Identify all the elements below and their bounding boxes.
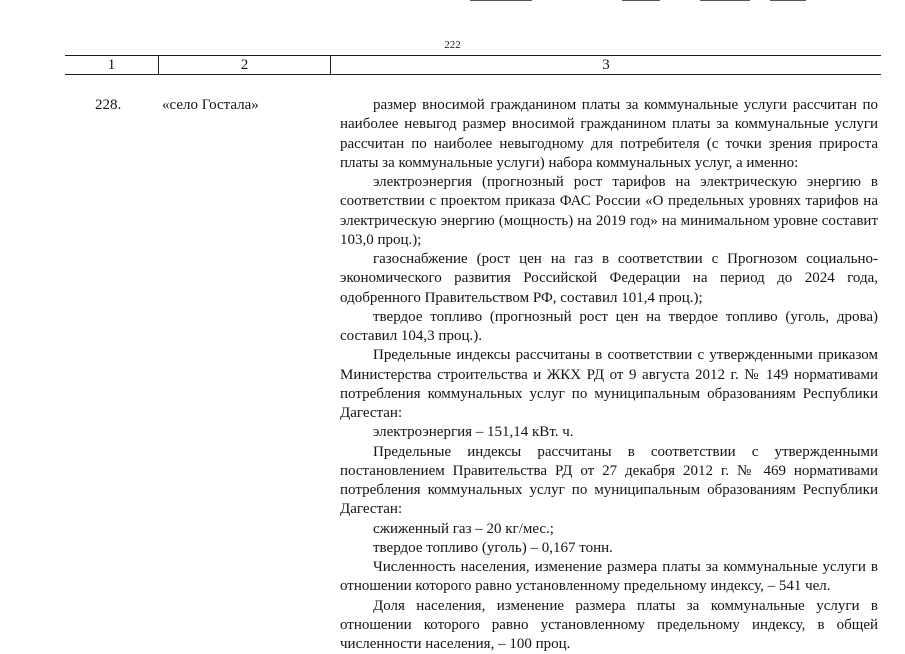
paragraph: твердое топливо (прогнозный рост цен на твердое топливо (уголь, дрова) составил 104,3 проц.). bbox=[340, 308, 878, 347]
top-scan-marks bbox=[470, 0, 810, 3]
paragraph: электроэнергия (прогнозный рост тарифов на электрическую энергию в соответствии с проектом приказа ФАС России «О предельных уровнях тарифов на электрическую энергию (мощность) на 2019 год» на минимальном уровне составит 103,0 проц.); bbox=[340, 173, 878, 250]
paragraph: Предельные индексы рассчитаны в соответствии с утвержденными постановлением Правительства РД от 27 декабря 2012 г. № 469 нормативами потребления коммунальных услуг по муниципальным образованиям Республики Дагестан: bbox=[340, 443, 878, 520]
paragraph: Доля населения, изменение размера платы за коммунальные услуги в отношении которого равно установленному предельному индексу, в общей численности населения, – 100 проц. bbox=[340, 597, 878, 654]
paragraph: сжиженный газ – 20 кг/мес.; bbox=[340, 520, 878, 539]
paragraph: Предельные индексы рассчитаны в соответствии с утвержденными приказом Министерства строительства и ЖКХ РД от 9 августа 2012 г. № 149 нормативами потребления коммунальных услуг по муниципальным образованиям Республики Дагестан: bbox=[340, 346, 878, 423]
row-number: 228. bbox=[95, 96, 121, 115]
paragraph: Численность населения, изменение размера платы за коммунальные услуги в отношении которого равно установленному предельному индексу, – 541 чел. bbox=[340, 558, 878, 597]
paragraph: электроэнергия – 151,14 кВт. ч. bbox=[340, 423, 878, 442]
paragraph: твердое топливо (уголь) – 0,167 тонн. bbox=[340, 539, 878, 558]
settlement-name: «село Гостала» bbox=[162, 96, 259, 115]
column-header-row bbox=[65, 55, 881, 75]
column-header-2: 2 bbox=[159, 56, 331, 74]
paragraph: газоснабжение (рост цен на газ в соответствии с Прогнозом социально-экономического развития Российской Федерации на период до 2024 года, одобренного Правительством РФ, составил 101,4 проц.); bbox=[340, 250, 878, 308]
paragraph: размер вносимой гражданином платы за коммунальные услуги рассчитан по наиболее невыгод размер вносимой гражданином платы за коммунальные услуги рассчитан по наиболее невыгодному для потребителя (с точки зрения прироста платы за коммунальные услуги) набора коммунальных услуг, а именно: bbox=[340, 96, 878, 173]
column-header-3: 3 bbox=[331, 56, 881, 74]
column-header-1: 1 bbox=[65, 56, 159, 74]
page-number: 222 bbox=[0, 39, 905, 51]
row-description bbox=[340, 96, 878, 654]
